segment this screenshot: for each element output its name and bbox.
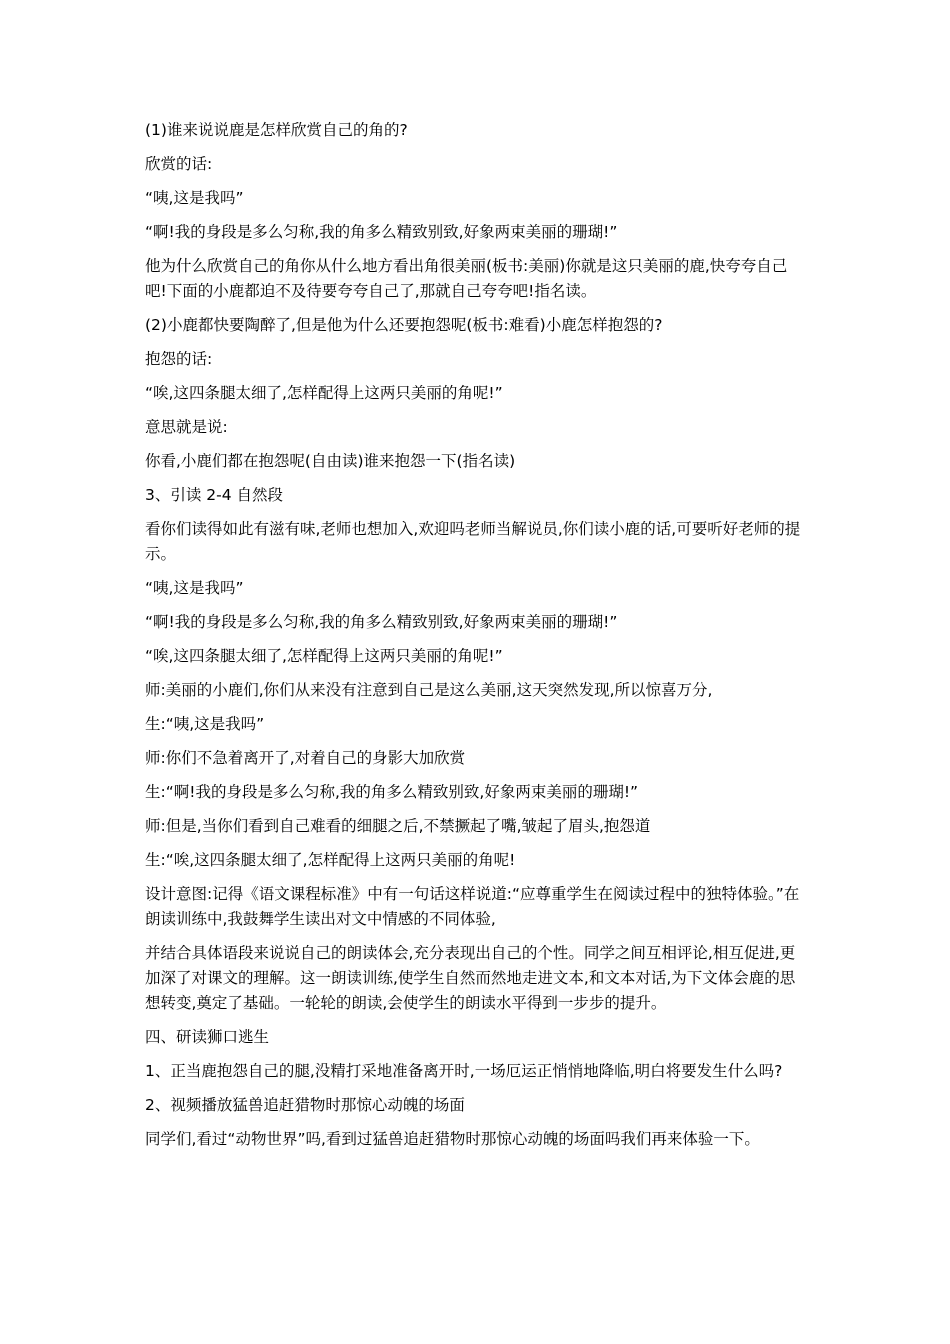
dialogue-teacher-2: 师:你们不急着离开了,对着自己的身影大加欣赏 bbox=[145, 749, 466, 767]
dialogue-student-3: 生:“唉,这四条腿太细了,怎样配得上这两只美丽的角呢! bbox=[145, 851, 516, 869]
complaint-label: 抱怨的话: bbox=[145, 350, 213, 368]
paragraph-praise-antlers: 他为什么欣赏自己的角你从什么地方看出角很美丽(板书:美丽)你就是这只美丽的鹿,快夸夸自己吧!下面的小鹿都迫不及待要夸夸自己了,那就自己夸夸吧!指名读。 bbox=[145, 257, 788, 300]
document-body bbox=[145, 118, 805, 1161]
section-4-heading: 四、研读狮口逃生 bbox=[145, 1028, 270, 1046]
question-1: (1)谁来说说鹿是怎样欣赏自己的角的? bbox=[145, 121, 408, 139]
section-4-item-2: 2、视频播放猛兽追赶猎物时那惊心动魄的场面 bbox=[145, 1096, 465, 1114]
quote-is-this-me-2: “咦,这是我吗” bbox=[145, 579, 244, 597]
quote-legs-2: “唉,这四条腿太细了,怎样配得上这两只美丽的角呢!” bbox=[145, 647, 503, 665]
question-2: (2)小鹿都快要陶醉了,但是他为什么还要抱怨呢(板书:难看)小鹿怎样抱怨的? bbox=[145, 316, 663, 334]
paragraph-animal-world: 同学们,看过“动物世界”吗,看到过猛兽追赶猎物时那惊心动魄的场面吗我们再来体验一下。 bbox=[145, 1130, 760, 1148]
dialogue-student-2: 生:“啊!我的身段是多么匀称,我的角多么精致别致,好象两束美丽的珊瑚!” bbox=[145, 783, 639, 801]
dialogue-teacher-3: 师:但是,当你们看到自己难看的细腿之后,不禁撅起了嘴,皱起了眉头,抱怨道 bbox=[145, 817, 651, 835]
dialogue-student-1: 生:“咦,这是我吗” bbox=[145, 715, 265, 733]
quote-is-this-me: “咦,这是我吗” bbox=[145, 189, 244, 207]
meaning-label: 意思就是说: bbox=[145, 418, 228, 436]
section-guided-reading: 3、引读 2-4 自然段 bbox=[145, 486, 284, 504]
quote-antlers: “啊!我的身段是多么匀称,我的角多么精致别致,好象两束美丽的珊瑚!” bbox=[145, 223, 618, 241]
praise-label: 欣赏的话: bbox=[145, 155, 213, 173]
section-4-item-1: 1、正当鹿抱怨自己的腿,没精打采地准备离开时,一场厄运正悄悄地降临,明白将要发生什么吗? bbox=[145, 1062, 783, 1080]
quote-antlers-2: “啊!我的身段是多么匀称,我的角多么精致别致,好象两束美丽的珊瑚!” bbox=[145, 613, 618, 631]
dialogue-teacher-1: 师:美丽的小鹿们,你们从来没有注意到自己是这么美丽,这天突然发现,所以惊喜万分, bbox=[145, 681, 713, 699]
quote-legs: “唉,这四条腿太细了,怎样配得上这两只美丽的角呢!” bbox=[145, 384, 503, 402]
paragraph-teacher-narrator: 看你们读得如此有滋有味,老师也想加入,欢迎吗老师当解说员,你们读小鹿的话,可要听好老师的提示。 bbox=[145, 520, 801, 563]
design-intent: 设计意图:记得《语文课程标准》中有一句话这样说道:“应尊重学生在阅读过程中的独特体验。”在朗读训练中,我鼓舞学生读出对文中情感的不同体验, bbox=[145, 885, 800, 928]
design-intent-continued: 并结合具体语段来说说自己的朗读体会,充分表现出自己的个性。同学之间互相评论,相互促进,更加深了对课文的理解。这一朗读训练,使学生自然而然地走进文本,和文本对话,为下文体会鹿的思想转变,奠定了基础。一轮轮的朗读,会使学生的朗读水平得到一步步的提升。 bbox=[145, 944, 796, 1012]
paragraph-complaint-reading: 你看,小鹿们都在抱怨呢(自由读)谁来抱怨一下(指名读) bbox=[145, 452, 516, 470]
